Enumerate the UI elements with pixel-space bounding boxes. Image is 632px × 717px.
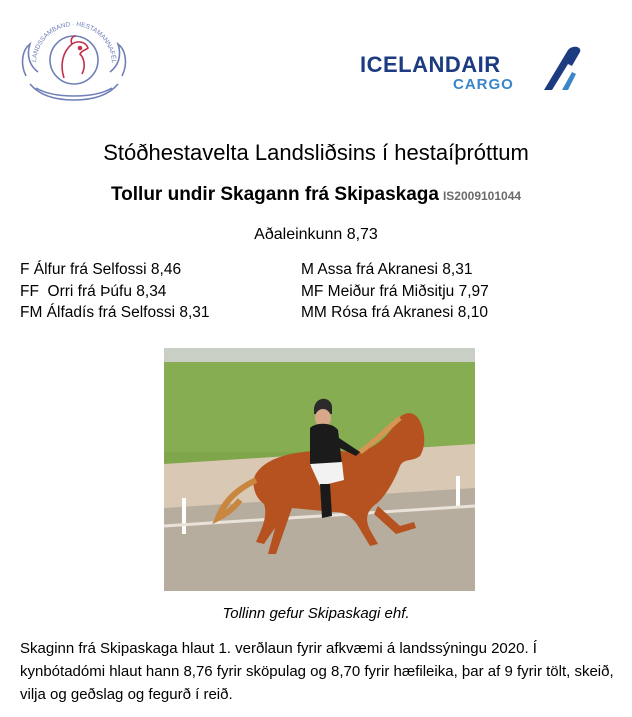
pedigree-row xyxy=(20,302,620,324)
page-title: Stóðhestavelta Landsliðsins í hestaíþróttum xyxy=(103,140,529,165)
main-score: Aðaleinkunn 8,73 xyxy=(254,226,378,243)
landssamband-logo xyxy=(16,14,132,102)
pedigree-sire-side: FM Álfadís frá Selfossi 8,31 xyxy=(20,304,210,321)
registration-number: IS2009101044 xyxy=(442,189,522,203)
svg-text:LANDSSAMBAND · HESTAMANNAFÉLAG: LANDSSAMBAND · HESTAMANNAFÉL xyxy=(31,21,118,64)
pedigree-dam-side: MF Meiður frá Miðsitju 7,97 xyxy=(301,282,489,300)
pedigree-dam-side: M Assa frá Akranesi 8,31 xyxy=(301,261,473,278)
brand-line-1: ICELANDAIR xyxy=(360,52,501,77)
seal-icon xyxy=(16,14,132,102)
brand-line-2: CARGO xyxy=(453,76,514,93)
pedigree-sire-side: F Álfur frá Selfossi 8,46 xyxy=(20,261,182,278)
pedigree-sire-side: FF Orri frá Þúfu 8,34 xyxy=(20,282,167,300)
pedigree xyxy=(20,259,620,324)
horse-name: Tollur undir Skagann frá Skipaskaga xyxy=(110,184,439,205)
horse-heading xyxy=(0,184,632,206)
horse-photo xyxy=(164,348,475,591)
pedigree-row xyxy=(20,259,620,281)
icelandair-cargo-logo xyxy=(360,46,580,94)
icelandair-wing-icon xyxy=(538,46,582,92)
horse-rider-photo-icon xyxy=(164,348,475,591)
pedigree-row xyxy=(20,281,620,303)
photo-caption: Tollinn gefur Skipaskagi ehf. xyxy=(222,605,410,622)
pedigree-dam-side: MM Rósa frá Akranesi 8,10 xyxy=(301,304,488,321)
description-paragraph: Skaginn frá Skipaskaga hlaut 1. verðlaun fyrir afkvæmi á landssýningu 2020. Í kynbótadómi hlaut hann 8,76 fyrir sköpulag og 8,70 fyrir hæfileika, þar af 9 fyrir tölt, skeið, vilja og geðslag og fegurð í reið. xyxy=(20,640,614,703)
